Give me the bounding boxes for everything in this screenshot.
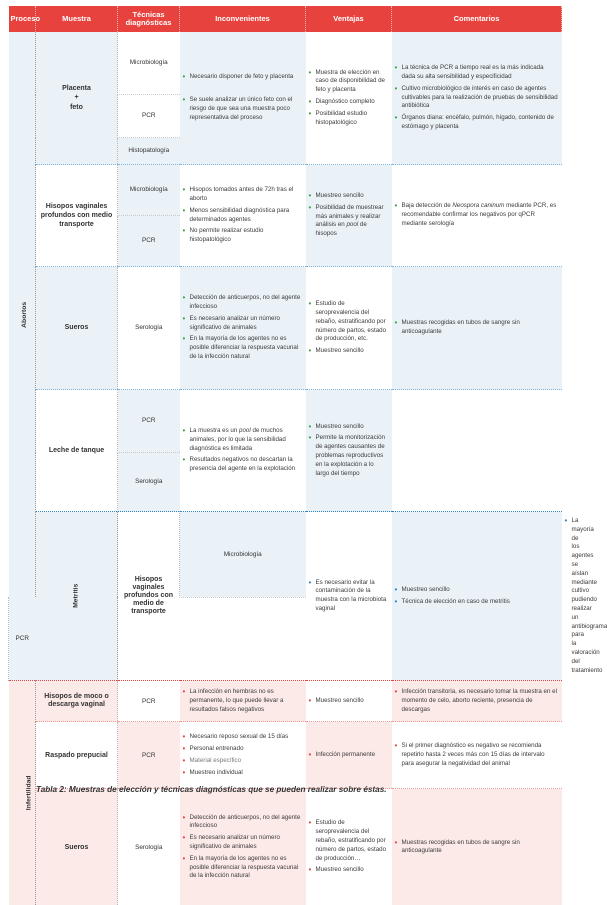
list-item: • Estudio de seroprevalencia del rebaño, estratificando por número de partos, estado de producción, etc. [309, 300, 389, 344]
proceso-metritis: Metritis [36, 512, 118, 681]
list-item: • Resultados negativos no descartan la presencia del agente en la explotación [183, 456, 303, 474]
table-container [8, 6, 607, 905]
table-row [9, 681, 562, 722]
list-item: • La técnica de PCR a tiempo real es la más indicada dada su alta sensibilidad y especificidad [395, 64, 559, 82]
header-muestra: Muestra [36, 6, 118, 32]
tecnica-serologia: Serología [118, 453, 180, 512]
tecnica-serologia: Serología [118, 267, 180, 390]
comentarios-placenta [392, 32, 562, 165]
table-row [9, 165, 562, 216]
inconvenientes-metritis [306, 512, 392, 681]
table-row [9, 722, 562, 789]
ventajas-raspado [306, 722, 392, 789]
list-item: • Estudio de seroprevalencia del rebaño, estratificando por número de partos, estado de producción… [309, 819, 389, 863]
header-tecnicas: Técnicas diagnósticas [118, 6, 180, 32]
table-row [9, 32, 562, 95]
list-item: • Necesario disponer de feto y placenta [183, 73, 303, 82]
list-item: • Muestra de elección en caso de disponibilidad de feto y placenta [309, 69, 389, 95]
list-item: • Diagnóstico completo [309, 98, 389, 107]
list-item: • Detección de anticuerpos, no del agente infeccioso [183, 294, 303, 312]
list-item: • Muestreo sencillo [309, 347, 389, 356]
table-header [9, 6, 562, 32]
comentarios-sueros [392, 789, 562, 905]
tecnica-histopatologia: Histopatología [118, 138, 180, 165]
list-item: • Es necesario analizar un número significativo de animales [183, 834, 303, 852]
comentarios-hisopos [392, 165, 562, 267]
list-item: • Es necesario analizar un número significativo de animales [183, 315, 303, 333]
inconvenientes-placenta [180, 32, 306, 165]
list-item: • Muestras recogidas en tubos de sangre sin anticoagulante [395, 839, 559, 857]
list-item: • Necesario reposo sexual de 15 días [183, 733, 303, 742]
ventajas-placenta [306, 32, 392, 165]
muestra-sueros: Sueros [36, 267, 118, 390]
tecnica-microbiologia: Microbiología [118, 32, 180, 95]
list-item: • La infección en hembras no es permanente, lo que puede llevar a resultados falsos negativos [183, 688, 303, 714]
list-item: • Posibilidad estudio histopatológico [309, 110, 389, 128]
proceso-infertilidad: Infertilidad [9, 681, 36, 905]
ventajas-sueros [306, 789, 392, 905]
muestra-hisopos-abortos: Hisopos vaginales profundos con medio transporte [36, 165, 118, 267]
comentarios-moco [392, 681, 562, 722]
list-item: • Infección transitoria, es necesario tomar la muestra en el momento de celo, aborto reciente, presencia de descargas [395, 688, 559, 714]
header-proceso: Proceso [9, 6, 36, 32]
table-row [9, 512, 562, 598]
table-row [9, 267, 562, 390]
list-item: • Órganos diana: encéfalo, pulmón, hígado, contenido de estómago y placenta [395, 114, 559, 132]
tecnica-pcr: PCR [118, 681, 180, 722]
proceso-abortos: Abortos [9, 32, 36, 597]
muestra-leche: Leche de tanque [36, 390, 118, 512]
list-item: • La muestra es un pool de muchos animales, por lo que la sensibilidad diagnóstica es limitada [183, 427, 303, 453]
list-item: • Muestreo sencillo [309, 423, 389, 432]
inconvenientes-moco [180, 681, 306, 722]
tecnica-pcr: PCR [118, 390, 180, 453]
ventajas-moco [306, 681, 392, 722]
list-item: • Se suele analizar un único feto con el riesgo de que sea una muestra poco representativa del proceso [183, 96, 303, 122]
header-ventajas: Ventajas [306, 6, 392, 32]
tecnica-pcr: PCR [9, 597, 36, 681]
muestra-moco: Hisopos de moco o descarga vaginal [36, 681, 118, 722]
tecnica-pcr: PCR [118, 95, 180, 138]
list-item: • No permite realizar estudio histopatológico [183, 227, 303, 245]
tecnica-serologia: Serología [118, 789, 180, 905]
comentarios-sueros [392, 267, 562, 390]
muestra-hisopos-metritis: Hisopos vaginales profundos con medio de transporte [118, 512, 180, 681]
table-caption: Tabla 2: Muestras de elección y técnicas diagnósticas que se pueden realizar sobre éstas. [36, 785, 387, 794]
inconvenientes-raspado [180, 722, 306, 789]
ventajas-hisopos [306, 165, 392, 267]
ventajas-sueros [306, 267, 392, 390]
sample-table [8, 6, 607, 905]
list-item: • Baja detección de Neospora caninum mediante PCR, es recomendable confirmar los negativos por qPCR mediante serología [395, 202, 559, 228]
ventajas-leche [306, 390, 392, 512]
inconvenientes-sueros [180, 267, 306, 390]
inconvenientes-hisopos [180, 165, 306, 267]
list-item: • Muestreo sencillo [395, 586, 559, 595]
muestra-sueros: Sueros [36, 789, 118, 905]
list-item: • Muestreo individual [183, 769, 303, 778]
list-item: • Personal entrenado [183, 745, 303, 754]
muestra-raspado: Raspado prepucial [36, 722, 118, 789]
inconvenientes-leche [180, 390, 306, 512]
muestra-placenta: Placenta + feto [36, 32, 118, 165]
list-item: • Infección permanente [309, 751, 389, 760]
inconvenientes-sueros [180, 789, 306, 905]
table-row [9, 789, 562, 905]
tecnica-microbiologia: Microbiología [180, 512, 306, 598]
list-item: • Muestreo sencillo [309, 192, 389, 201]
list-item: • Si el primer diagnóstico es negativo se recomienda repetirlo hasta 2 veces más con 15 días de intervalo para asegurar la negatividad del animal [395, 742, 559, 768]
list-item: • Muestreo sencillo [309, 697, 389, 706]
comentarios-leche [392, 390, 562, 512]
list-item: • Es necesario evitar la contaminación de la muestra con la microbiota vaginal [309, 579, 389, 614]
list-item: • Material específico [183, 757, 303, 766]
list-item: • Técnica de elección en caso de metritis [395, 598, 559, 607]
tecnica-pcr: PCR [118, 722, 180, 789]
tecnica-pcr: PCR [118, 216, 180, 267]
list-item: • La mayoría de los agentes se aíslan mediante cultivo pudiendo realizar un antibiograma para la valoración del tratamiento [565, 517, 572, 675]
list-item: • Muestras recogidas en tubos de sangre sin anticoagulante [395, 319, 559, 337]
list-item: • Cultivo microbiológico de interés en caso de agentes cultivables para la realización de pruebas de sensibilidad antibiótica [395, 85, 559, 111]
list-item: • Permite la monitorización de agentes causantes de problemas reproductivos en la explotación a lo largo del tiempo [309, 434, 389, 478]
table-row [9, 390, 562, 453]
header-comentarios: Comentarios [392, 6, 562, 32]
list-item: • En la mayoría de los agentes no es posible diferenciar la respuesta vacunal de la infección natural [183, 335, 303, 361]
list-item: • Muestreo sencillo [309, 866, 389, 875]
list-item: • En la mayoría de los agentes no es posible diferenciar la respuesta vacunal de la infección natural [183, 855, 303, 881]
list-item: • Posibilidad de muestrear más animales y realizar análisis en pool de hisopos [309, 204, 389, 239]
list-item: • Menos sensibilidad diagnóstica para determinados agentes [183, 207, 303, 225]
ventajas-metritis [392, 512, 562, 681]
list-item: • Detección de anticuerpos, no del agente infeccioso [183, 814, 303, 832]
list-item: • Hisopos tomados antes de 72h tras el aborto [183, 186, 303, 204]
comentarios-raspado [392, 722, 562, 789]
header-inconvenientes: Inconvenientes [180, 6, 306, 32]
tecnica-microbiologia: Microbiología [118, 165, 180, 216]
